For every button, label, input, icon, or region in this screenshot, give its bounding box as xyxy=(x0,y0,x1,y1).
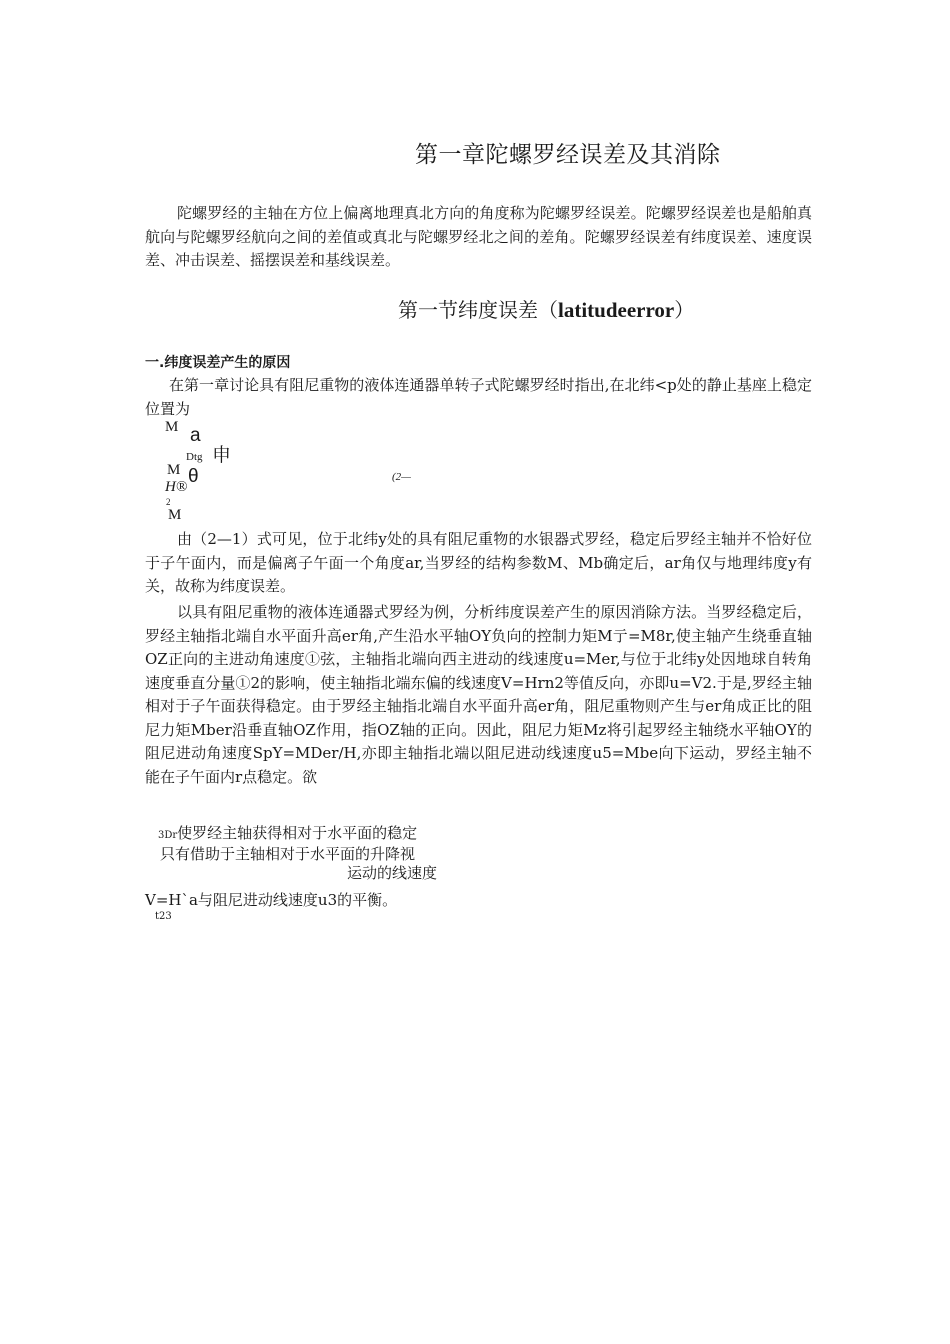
line-c: 运动的线速度 xyxy=(347,864,438,882)
chapter-title: 第一章陀螺罗经误差及其消除 xyxy=(415,142,721,168)
formula-m1: M xyxy=(165,419,179,435)
formula-shen: 申 xyxy=(212,445,232,466)
section-title-close: ） xyxy=(674,298,695,322)
formula-two: 2 xyxy=(166,497,171,507)
formula-theta: θ xyxy=(188,466,199,487)
paragraph-3: 以具有阻尼重物的液体连通器式罗经为例，分析纬度误差产生的原因消除方法。当罗经稳定后，罗经主轴指北端自水平面升高er角,产生沿水平轴OY负向的控制力矩M亍=M8r,使主轴产生绕垂直轴OZ正向的主进动角速度①弦，主轴指北端向西主进动的线速度u=Mer,与位于北纬y处因地球自转角速度垂直分量①2的影响，使主轴指北端东偏的线速度V=Hrn2等值反向，亦即u=V2.于是,罗经主轴相对于子午面获得稳定。由于罗经主轴指北端自水平面升高er角，阻尼重物则产生与er角成正比的阻尼力矩Mber沿垂直轴OZ作用，指OZ轴的正向。因此，阻尼力矩Mz将引起罗经主轴绕水平轴OY的阻尼进动角速度SpY=MDer/H,亦即主轴指北端以阻尼进动线速度u5=Mbe向下运动，罗经主轴不能在子午面内r点稳定。欲 xyxy=(145,603,812,786)
line-a xyxy=(158,822,417,843)
line-d: V=H`a与阻尼进动线速度u3的平衡。 xyxy=(145,891,398,909)
formula-m2: M xyxy=(167,462,181,478)
paragraph-1: 在第一章讨论具有阻尼重物的液体连通器单转子式陀螺罗经时指出,在北纬<p处的静止基座上稳定位置为 xyxy=(145,376,812,418)
line-a-prefix: 3Dr xyxy=(158,830,178,841)
formula-m3: M xyxy=(168,507,182,523)
line-a-text: 使罗经主轴获得相对于水平面的稳定 xyxy=(177,824,418,842)
section-title xyxy=(398,294,694,323)
formula-h: H® xyxy=(165,479,188,495)
line-e: t23 xyxy=(155,911,172,922)
intro-paragraph: 陀螺罗经的主轴在方位上偏离地理真北方向的角度称为陀螺罗经误差。陀螺罗经误差也是船舶真航向与陀螺罗经航向之间的差值或真北与陀螺罗经北之间的差角。陀螺罗经误差有纬度误差、速度误差、冲击误差、摇摆误差和基线误差。 xyxy=(145,204,812,269)
equation-number: (2— xyxy=(392,471,411,483)
formula-dtg: Dtg xyxy=(186,451,203,463)
subheading: 一.纬度误差产生的原因 xyxy=(145,355,291,371)
paragraph-2: 由（2—1）式可见，位于北纬y处的具有阻尼重物的水银器式罗经，稳定后罗经主轴并不恰好位于子午面内，而是偏离子午面一个角度ar,当罗经的结构参数M、Mb确定后，ar角仅与地理纬度y有关，故称为纬度误差。 xyxy=(145,530,812,595)
formula-a: a xyxy=(190,425,201,446)
section-title-cn: 第一节纬度误差（ xyxy=(398,298,558,322)
section-title-en: latitudeerror xyxy=(558,298,675,322)
line-b: 只有借助于主轴相对于水平面的升降视 xyxy=(160,845,416,863)
